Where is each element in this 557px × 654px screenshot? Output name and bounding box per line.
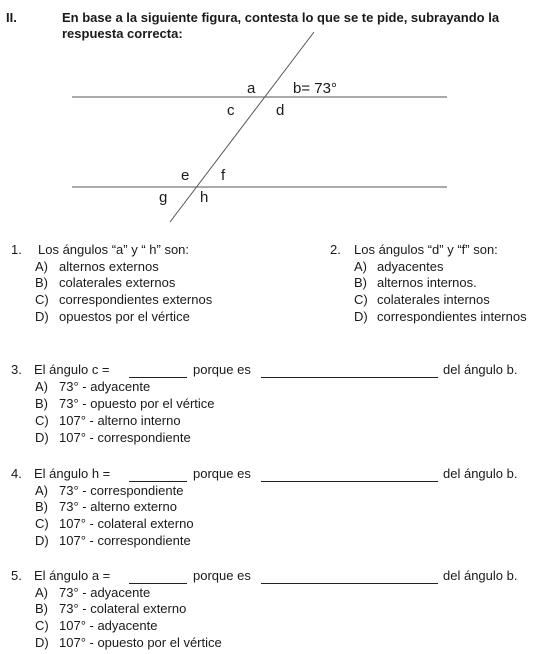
question-4-prompt-end: del ángulo b.	[443, 466, 518, 481]
angle-label-b: b= 73°	[293, 80, 337, 97]
question-2-number: 2.	[330, 242, 341, 257]
question-4-prompt-start: El ángulo h =	[34, 466, 111, 481]
q4-option-a[interactable]: 73° - correspondiente	[59, 483, 184, 498]
q2-option-d[interactable]: correspondientes internos	[377, 309, 527, 324]
q4-option-d-letter: D)	[35, 533, 49, 548]
question-3-blank-1[interactable]	[129, 376, 187, 378]
question-3-prompt-start: El ángulo c =	[34, 362, 110, 377]
angle-label-f: f	[221, 167, 226, 184]
q5-option-c[interactable]: 107° - adyacente	[59, 618, 158, 633]
q1-option-b-letter: B)	[35, 275, 48, 290]
question-3-blank-2[interactable]	[261, 376, 438, 378]
q3-option-d-letter: D)	[35, 430, 49, 445]
q2-option-b[interactable]: alternos internos.	[377, 275, 477, 290]
q3-option-c-letter: C)	[35, 413, 49, 428]
question-1-number: 1.	[11, 242, 22, 257]
question-1-prompt: Los ángulos “a” y “ h” son:	[38, 242, 190, 257]
q4-option-d[interactable]: 107° - correspondiente	[59, 533, 191, 548]
instructions-line-2: respuesta correcta:	[62, 26, 183, 41]
q3-option-c[interactable]: 107° - alterno interno	[59, 413, 181, 428]
angle-label-c: c	[227, 102, 235, 119]
q3-option-b-letter: B)	[35, 396, 48, 411]
instructions-line-1: En base a la siguiente figura, contesta lo que se te pide, subrayando la	[62, 10, 500, 25]
q5-option-c-letter: C)	[35, 618, 49, 633]
question-5-blank-2[interactable]	[261, 582, 438, 584]
section-number: II.	[6, 10, 17, 25]
q3-option-a[interactable]: 73° - adyacente	[59, 379, 151, 394]
q2-option-b-letter: B)	[354, 275, 367, 290]
q2-option-a-letter: A)	[354, 259, 367, 274]
q4-option-c-letter: C)	[35, 516, 49, 531]
q4-option-a-letter: A)	[35, 483, 48, 498]
q5-option-a[interactable]: 73° - adyacente	[59, 585, 151, 600]
question-3-prompt-mid: porque es	[193, 362, 251, 377]
q5-option-a-letter: A)	[35, 585, 48, 600]
q5-option-d[interactable]: 107° - opuesto por el vértice	[59, 635, 222, 650]
q3-option-a-letter: A)	[35, 379, 48, 394]
q4-option-b[interactable]: 73° - alterno externo	[59, 499, 177, 514]
question-5-blank-1[interactable]	[129, 582, 187, 584]
angle-label-e: e	[181, 167, 190, 184]
question-4-blank-1[interactable]	[129, 480, 187, 482]
q5-option-b[interactable]: 73° - colateral externo	[59, 601, 187, 616]
angle-label-a: a	[247, 80, 256, 97]
question-4-number: 4.	[11, 466, 22, 481]
angle-label-h: h	[200, 189, 209, 206]
q5-option-b-letter: B)	[35, 601, 48, 616]
q3-option-d[interactable]: 107° - correspondiente	[59, 430, 191, 445]
question-5-number: 5.	[11, 568, 22, 583]
question-5-prompt-end: del ángulo b.	[443, 568, 518, 583]
q1-option-b[interactable]: colaterales externos	[59, 275, 176, 290]
q1-option-c[interactable]: correspondientes externos	[59, 292, 213, 307]
q4-option-b-letter: B)	[35, 499, 48, 514]
transversal-line	[170, 32, 314, 222]
question-5-prompt-start: El ángulo a =	[34, 568, 111, 583]
angle-label-d: d	[276, 102, 285, 119]
q2-option-c-letter: C)	[354, 292, 368, 307]
q2-option-d-letter: D)	[354, 309, 368, 324]
angle-label-g: g	[159, 189, 168, 206]
q2-option-a[interactable]: adyacentes	[377, 259, 444, 274]
q2-option-c[interactable]: colaterales internos	[377, 292, 490, 307]
question-3-prompt-end: del ángulo b.	[443, 362, 518, 377]
q4-option-c[interactable]: 107° - colateral externo	[59, 516, 194, 531]
question-2-prompt: Los ángulos “d” y “f” son:	[354, 242, 498, 257]
question-4-blank-2[interactable]	[261, 480, 438, 482]
q1-option-c-letter: C)	[35, 292, 49, 307]
q1-option-d-letter: D)	[35, 309, 49, 324]
q1-option-d[interactable]: opuestos por el vértice	[59, 309, 190, 324]
question-3-number: 3.	[11, 362, 22, 377]
q5-option-d-letter: D)	[35, 635, 49, 650]
q1-option-a-letter: A)	[35, 259, 48, 274]
question-5-prompt-mid: porque es	[193, 568, 251, 583]
q1-option-a[interactable]: alternos externos	[59, 259, 159, 274]
q3-option-b[interactable]: 73° - opuesto por el vértice	[59, 396, 215, 411]
question-4-prompt-mid: porque es	[193, 466, 251, 481]
